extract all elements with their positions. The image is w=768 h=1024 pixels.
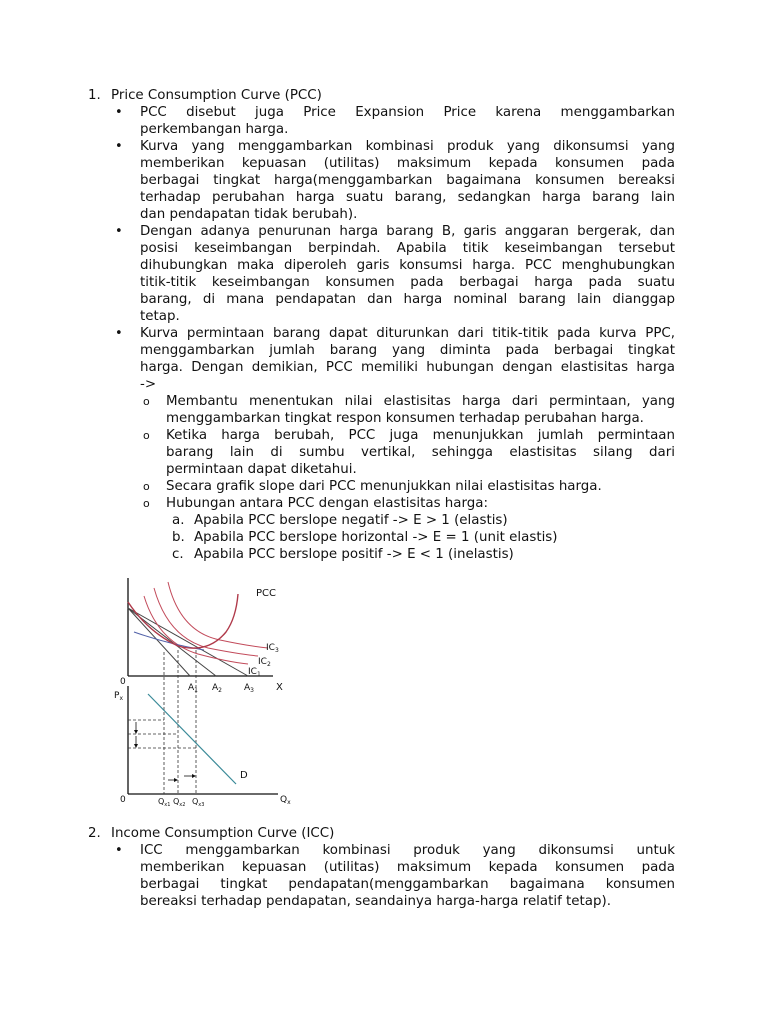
bullet-4-line-1: Kurva permintaan barang dapat diturunkan dari titik-titik pada kurva PPC, <box>140 326 675 341</box>
bullet-2-line-5: dan pendapatan tidak berubah). <box>140 207 358 222</box>
icc-bullet-line-4: bereaksi terhadap pendapatan, seandainya harga-harga relatif tetap). <box>140 894 611 909</box>
bullet-marker: • <box>115 105 123 120</box>
demand-line <box>148 694 236 784</box>
pcc-demand-figure <box>108 572 298 812</box>
bullet-3-line-5: barang, di mana pendapatan dan harga nominal barang lain dianggap <box>140 292 675 307</box>
a1-label: $A_1$ <box>188 683 198 694</box>
price-arrow-1-head <box>134 730 138 734</box>
icc-bullet-line-2: memberikan kepuasan (utilitas) maksimum kepada konsumen pada <box>140 860 675 875</box>
bullet-2-line-3: berbagai tingkat harga(menggambarkan bagaimana konsumen bereaksi <box>140 173 675 188</box>
subbullet-marker: o <box>143 497 150 510</box>
lettered-item-a: Apabila PCC berslope negatif -> E > 1 (elastis) <box>194 513 508 528</box>
section-2-number: 2. <box>88 826 101 841</box>
lettered-marker-c: c. <box>172 547 184 562</box>
bullet-4-line-4: -> <box>140 377 157 392</box>
bullet-4-line-3: harga. Dengan demikian, PCC memiliki hubungan dengan elastisitas harga <box>140 360 675 375</box>
section-2-title: Income Consumption Curve (ICC) <box>111 826 335 841</box>
qx3-label: $Q_{x3}$ <box>192 797 205 808</box>
lettered-marker-a: a. <box>172 513 185 528</box>
subbullet-marker: o <box>143 480 150 493</box>
bullet-marker: • <box>115 139 123 154</box>
subbullet-2-line-3: permintaan dapat diketahui. <box>166 462 357 477</box>
lettered-item-c: Apabila PCC berslope positif -> E < 1 (inelastis) <box>194 547 514 562</box>
subbullet-marker: o <box>143 429 150 442</box>
bullet-1-line-1: PCC disebut juga Price Expansion Price karena menggambarkan <box>140 105 675 120</box>
lettered-item-b: Apabila PCC berslope horizontal -> E = 1 (unit elastis) <box>194 530 558 545</box>
icc-bullet-line-1: ICC menggambarkan kombinasi produk yang dikonsumsi untuk <box>140 843 675 858</box>
qx-axis-label: $Q_x$ <box>280 795 291 806</box>
qx1-label: $Q_{x1}$ <box>158 797 171 808</box>
subbullet-4-line-1: Hubungan antara PCC dengan elastisitas harga: <box>166 496 488 511</box>
a3-label: $A_3$ <box>244 683 254 694</box>
pcc-label: PCC <box>256 588 276 599</box>
bullet-marker: • <box>115 326 123 341</box>
subbullet-3-line-1: Secara grafik slope dari PCC menunjukkan nilai elastisitas harga. <box>166 479 602 494</box>
px-label: $P_x$ <box>114 691 123 702</box>
bullet-3-line-2: posisi keseimbangan berpindah. Apabila titik keseimbangan tersebut <box>140 241 675 256</box>
bullet-3-line-1: Dengan adanya penurunan harga barang B, garis anggaran bergerak, dan <box>140 224 675 239</box>
subbullet-2-line-2: barang lain di sumbu vertikal, sehingga elastisitas silang dari <box>166 445 675 460</box>
price-arrow-2-head <box>134 744 138 748</box>
demand-label: D <box>240 770 248 781</box>
quantity-arrow-2-head <box>192 774 196 778</box>
icc-bullet-line-3: berbagai tingkat pendapatan(menggambarkan bagaimana konsumen <box>140 877 675 892</box>
qx2-label: $Q_{x2}$ <box>173 797 186 808</box>
subbullet-1-line-1: Membantu menentukan nilai elastisitas harga dari permintaan, yang <box>166 394 675 409</box>
ic1-label: $IC_1$ <box>248 667 261 678</box>
section-1-title: Price Consumption Curve (PCC) <box>111 88 322 103</box>
indifference-curve-3 <box>168 582 268 648</box>
bullet-1-line-2: perkembangan harga. <box>140 122 289 137</box>
bullet-2-line-2: memberikan kepuasan (utilitas) maksimum kepada konsumen pada <box>140 156 675 171</box>
lettered-marker-b: b. <box>172 530 185 545</box>
quantity-arrow-1-head <box>174 778 178 782</box>
bullet-3-line-3: dihubungkan maka diperoleh garis konsumsi harga. PCC menghubungkan <box>140 258 675 273</box>
x-axis-label: X <box>276 682 283 693</box>
subbullet-2-line-1: Ketika harga berubah, PCC juga menunjukkan jumlah permintaan <box>166 428 675 443</box>
bullet-4-line-2: menggambarkan jumlah barang yang diminta pada berbagai tingkat <box>140 343 675 358</box>
bullet-2-line-4: terhadap perubahan harga suatu barang, sedangkan harga barang lain <box>140 190 675 205</box>
bullet-3-line-6: tetap. <box>140 309 180 324</box>
origin-bottom-label: 0 <box>120 795 126 805</box>
bullet-marker: • <box>115 224 123 239</box>
ic3-label: $IC_3$ <box>266 643 279 654</box>
section-1-number: 1. <box>88 88 101 103</box>
bullet-2-line-1: Kurva yang menggambarkan kombinasi produk yang dikonsumsi yang <box>140 139 675 154</box>
origin-top-label: 0 <box>120 677 126 687</box>
subbullet-1-line-2: menggambarkan tingkat respon konsumen terhadap perubahan harga. <box>166 411 644 426</box>
budget-line-1 <box>128 608 190 676</box>
ic2-label: $IC_2$ <box>258 657 271 668</box>
subbullet-marker: o <box>143 395 150 408</box>
bullet-3-line-4: titik-titik keseimbangan konsumen pada berbagai harga pada suatu <box>140 275 675 290</box>
bullet-marker: • <box>115 843 123 858</box>
a2-label: $A_2$ <box>212 683 222 694</box>
